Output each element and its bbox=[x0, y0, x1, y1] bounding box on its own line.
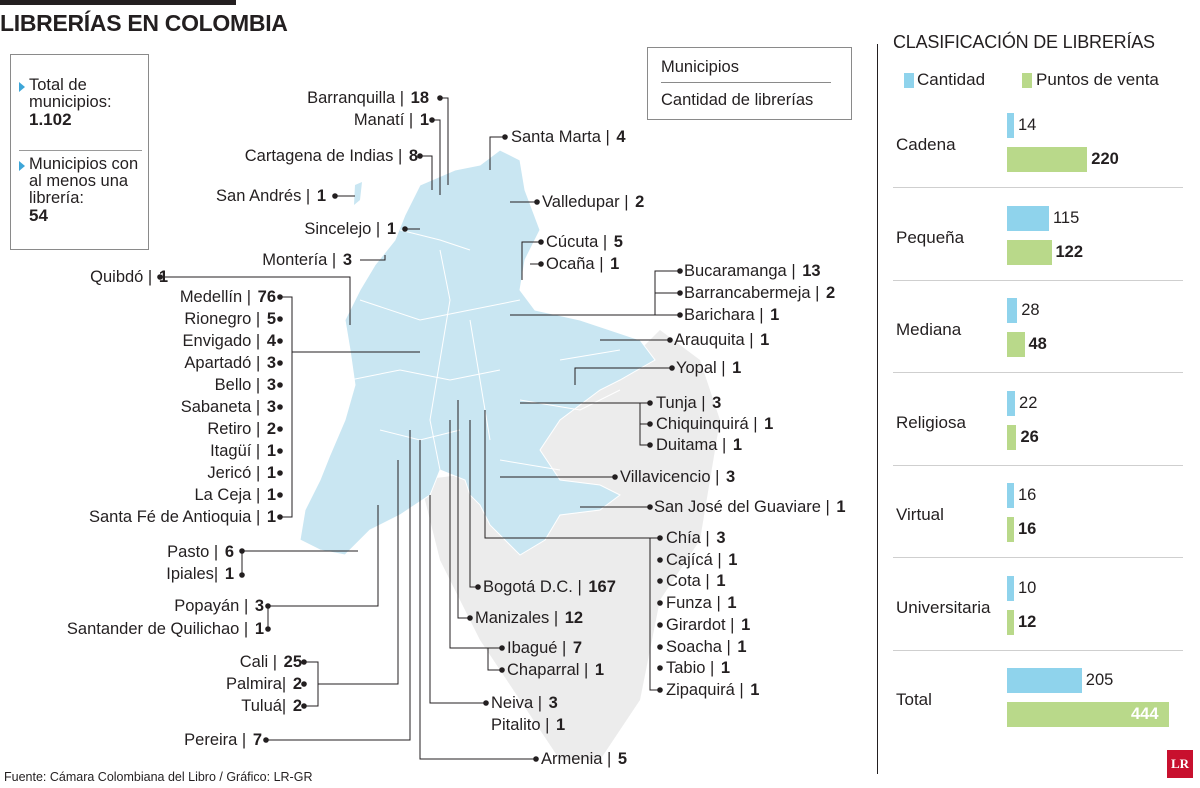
city-label bbox=[676, 359, 741, 378]
legend-label-puntos: Puntos de venta bbox=[1036, 70, 1159, 89]
bar-puntos-de-venta bbox=[1007, 332, 1025, 357]
city-count: 1 bbox=[732, 436, 743, 454]
city-count: 3 bbox=[342, 251, 352, 269]
city-label bbox=[215, 376, 276, 395]
row-divider bbox=[893, 372, 1183, 373]
leader-dot bbox=[301, 659, 307, 665]
city-label bbox=[684, 284, 835, 303]
leader-dot bbox=[647, 421, 653, 427]
city-label bbox=[666, 638, 747, 657]
city-name: Envigado | bbox=[182, 332, 265, 350]
leader-dot bbox=[277, 294, 283, 300]
city-label bbox=[654, 498, 846, 517]
city-label bbox=[542, 193, 644, 212]
city-label bbox=[491, 694, 558, 713]
city-count: 12 bbox=[564, 609, 584, 627]
city-label bbox=[656, 394, 721, 413]
leader-dot bbox=[483, 700, 489, 706]
bar-cantidad bbox=[1007, 391, 1015, 416]
leader-dot bbox=[417, 153, 423, 159]
city-name: Quibdó | bbox=[90, 268, 157, 286]
city-name: Funza | bbox=[666, 594, 726, 612]
category-label: Religiosa bbox=[896, 412, 966, 432]
city-label bbox=[241, 697, 302, 716]
city-count: 167 bbox=[588, 578, 616, 596]
city-name: Zipaquirá | bbox=[666, 681, 749, 699]
row-divider bbox=[893, 650, 1183, 651]
city-count: 7 bbox=[572, 639, 583, 657]
city-count: 2 bbox=[292, 697, 302, 715]
bar-puntos-de-venta bbox=[1007, 425, 1016, 450]
city-name: Villavicencio | bbox=[620, 468, 724, 486]
city-name: Sabaneta | bbox=[180, 398, 265, 416]
city-count: 3 bbox=[266, 398, 276, 416]
city-label bbox=[240, 653, 302, 672]
city-name: Armenia | bbox=[541, 750, 616, 768]
leader-dot bbox=[467, 615, 473, 621]
lr-logo: LR bbox=[1167, 750, 1193, 778]
bar-puntos-de-venta bbox=[1007, 610, 1014, 635]
city-name: Cartagena de Indias | bbox=[244, 147, 407, 165]
bar-puntos-de-venta bbox=[1007, 147, 1087, 172]
total-municipalities-value: 1.102 bbox=[29, 110, 72, 129]
leader-dot bbox=[429, 117, 435, 123]
bar-puntos-de-venta bbox=[1007, 517, 1014, 542]
city-count: 4 bbox=[266, 332, 276, 350]
map-legend-municipios: Municipios bbox=[661, 58, 739, 76]
city-label bbox=[666, 659, 730, 678]
leader-dot bbox=[538, 261, 544, 267]
city-label bbox=[194, 486, 276, 505]
city-label bbox=[216, 187, 326, 206]
city-name: Bello | bbox=[214, 376, 265, 394]
leader-dot bbox=[657, 600, 663, 606]
panel-divider bbox=[877, 44, 878, 774]
city-name: Neiva | bbox=[491, 694, 547, 712]
city-name: Chiquinquirá | bbox=[656, 415, 763, 433]
city-name: Cúcuta | bbox=[546, 233, 612, 251]
city-name: Cali | bbox=[239, 653, 282, 671]
leader-dot bbox=[502, 134, 508, 140]
bar-value-label: 10 bbox=[1018, 578, 1037, 597]
city-name: Retiro | bbox=[207, 420, 265, 438]
city-label bbox=[89, 508, 276, 527]
city-name: Chía | bbox=[666, 529, 715, 547]
row-divider bbox=[893, 280, 1183, 281]
bar-value-label: 12 bbox=[1018, 612, 1037, 631]
city-count: 1 bbox=[720, 659, 731, 677]
leader-dot bbox=[301, 681, 307, 687]
city-name: Medellín | bbox=[179, 288, 256, 306]
bar-value-label: 115 bbox=[1052, 208, 1080, 227]
city-label bbox=[656, 415, 773, 434]
municipalities-with-bookstore-value: 54 bbox=[29, 206, 48, 225]
leader-dot bbox=[499, 645, 505, 651]
bar-value-label: 22 bbox=[1019, 393, 1038, 412]
city-name: Barranquilla | bbox=[307, 89, 409, 107]
city-name: Santa Fé de Antioquia | bbox=[88, 508, 265, 526]
city-name: Jericó | bbox=[207, 464, 265, 482]
city-count: 2 bbox=[266, 420, 276, 438]
city-name: Chaparral | bbox=[507, 661, 593, 679]
city-name: Girardot | bbox=[666, 616, 740, 634]
leader-dot bbox=[402, 226, 408, 232]
city-label bbox=[183, 332, 276, 351]
leader-dot bbox=[657, 644, 663, 650]
city-name: Barichara | bbox=[684, 306, 769, 324]
city-count: 3 bbox=[266, 354, 276, 372]
leader-dot bbox=[301, 703, 307, 709]
city-name: Valledupar | bbox=[542, 193, 634, 211]
leader-dot bbox=[277, 470, 283, 476]
leader-dot bbox=[277, 514, 283, 520]
city-count: 18 bbox=[410, 89, 429, 107]
city-label bbox=[307, 89, 429, 108]
city-count: 6 bbox=[224, 543, 234, 561]
city-count: 4 bbox=[616, 128, 626, 146]
city-name: Cota | bbox=[666, 572, 715, 590]
city-name: Rionegro | bbox=[184, 310, 265, 328]
city-count: 1 bbox=[386, 220, 396, 238]
leader-dot bbox=[265, 626, 271, 632]
leader-dot bbox=[657, 578, 663, 584]
row-divider bbox=[893, 557, 1183, 558]
city-label bbox=[184, 354, 276, 373]
city-count: 1 bbox=[594, 661, 605, 679]
city-label bbox=[174, 597, 264, 616]
city-label bbox=[262, 251, 352, 270]
source-note: Fuente: Cámara Colombiana del Libro / Gráfico: LR-GR bbox=[4, 770, 313, 784]
bar-value-label: 26 bbox=[1020, 427, 1039, 446]
city-name: Duitama | bbox=[656, 436, 731, 454]
city-count: 3 bbox=[266, 376, 276, 394]
bar-cantidad bbox=[1007, 668, 1082, 693]
category-label: Total bbox=[896, 690, 932, 709]
city-count: 1 bbox=[266, 486, 276, 504]
city-label bbox=[656, 436, 742, 455]
city-name: Yopal | bbox=[676, 359, 731, 377]
city-label bbox=[684, 306, 779, 325]
bar-cantidad bbox=[1007, 206, 1049, 231]
city-count: 2 bbox=[826, 284, 836, 302]
city-name: Sincelejo | bbox=[304, 220, 385, 238]
city-name: Tunja | bbox=[656, 394, 711, 412]
leader-dot bbox=[533, 756, 539, 762]
city-label bbox=[354, 111, 429, 130]
city-count: 76 bbox=[257, 288, 276, 306]
city-label bbox=[666, 551, 737, 570]
city-count: 3 bbox=[725, 468, 736, 486]
city-name: Manatí | bbox=[353, 111, 418, 129]
city-count: 1 bbox=[770, 306, 780, 324]
city-count: 2 bbox=[292, 675, 302, 693]
leader-dot bbox=[657, 622, 663, 628]
legend-swatch-puntos bbox=[1022, 73, 1032, 88]
leader-line bbox=[440, 98, 448, 185]
city-count: 8 bbox=[408, 147, 418, 165]
city-name: Soacha | bbox=[666, 638, 736, 656]
leader-dot bbox=[332, 193, 338, 199]
city-count: 1 bbox=[750, 681, 760, 699]
city-count: 5 bbox=[613, 233, 623, 251]
city-count: 1 bbox=[254, 620, 264, 638]
city-count: 1 bbox=[224, 565, 234, 583]
city-name: Ocaña | bbox=[546, 255, 609, 273]
city-count: 1 bbox=[555, 716, 566, 734]
row-divider bbox=[893, 465, 1183, 466]
city-label bbox=[207, 464, 276, 483]
city-label bbox=[511, 128, 626, 147]
leader-dot bbox=[534, 199, 540, 205]
city-label bbox=[304, 220, 396, 239]
city-label bbox=[207, 420, 276, 439]
leader-dot bbox=[277, 338, 283, 344]
bar-cantidad bbox=[1007, 576, 1014, 601]
leader-dot bbox=[667, 337, 673, 343]
city-name: Ibagué | bbox=[507, 639, 571, 657]
leader-dot bbox=[657, 665, 663, 671]
city-label bbox=[620, 468, 735, 487]
bar-value-label: 16 bbox=[1018, 520, 1037, 538]
city-name: Pasto | bbox=[167, 543, 223, 561]
leader-dot bbox=[277, 360, 283, 366]
city-label bbox=[546, 255, 619, 274]
city-count: 1 bbox=[316, 187, 326, 205]
city-label bbox=[90, 268, 168, 287]
city-label bbox=[245, 147, 418, 166]
city-count: 25 bbox=[283, 653, 302, 671]
bar-value-label: 122 bbox=[1055, 242, 1084, 261]
city-label bbox=[166, 565, 234, 584]
city-name: Cajícá | bbox=[666, 551, 727, 569]
leader-dot bbox=[499, 667, 505, 673]
city-count: 1 bbox=[266, 442, 276, 460]
city-name: Santa Marta | bbox=[511, 128, 615, 146]
city-label bbox=[491, 716, 565, 735]
leader-dot bbox=[657, 535, 663, 541]
city-count: 1 bbox=[419, 111, 429, 129]
city-count: 1 bbox=[836, 498, 846, 516]
city-count: 1 bbox=[737, 638, 747, 656]
city-label bbox=[184, 310, 276, 329]
city-name: Barrancabermeja | bbox=[684, 284, 825, 302]
category-label: Mediana bbox=[896, 320, 962, 339]
leader-dot bbox=[437, 95, 443, 101]
city-label bbox=[684, 262, 821, 281]
bar-cantidad bbox=[1007, 113, 1014, 138]
city-label bbox=[666, 616, 750, 635]
bar-value-label: 16 bbox=[1018, 486, 1037, 504]
city-label bbox=[167, 543, 234, 562]
city-name: Arauquita | bbox=[674, 331, 759, 349]
leader-dot bbox=[647, 504, 653, 510]
bar-value-label: 14 bbox=[1018, 116, 1037, 134]
city-label bbox=[541, 750, 627, 769]
leader-dot bbox=[239, 548, 245, 554]
chart-title: CLASIFICACIÓN DE LIBRERÍAS bbox=[893, 32, 1155, 52]
bar-value-label: 220 bbox=[1091, 150, 1119, 168]
city-name: Pitalito | bbox=[491, 716, 554, 734]
city-count: 7 bbox=[252, 731, 262, 749]
city-name: Ipiales| bbox=[166, 565, 223, 583]
leader-dot bbox=[277, 382, 283, 388]
city-count: 1 bbox=[266, 508, 276, 526]
leader-dot bbox=[677, 290, 683, 296]
city-name: Tabio | bbox=[666, 659, 719, 677]
city-label bbox=[666, 529, 726, 548]
bar-value-label: 28 bbox=[1021, 301, 1040, 319]
category-label: Virtual bbox=[896, 505, 944, 524]
city-count: 3 bbox=[712, 394, 722, 412]
total-municipalities-label: Total de municipios: bbox=[29, 76, 112, 111]
city-count: 13 bbox=[802, 262, 821, 280]
city-name: Popayán | bbox=[174, 597, 253, 615]
city-name: Apartadó | bbox=[184, 354, 265, 372]
city-label bbox=[483, 578, 616, 597]
city-label bbox=[507, 639, 582, 658]
city-label bbox=[666, 681, 759, 700]
leader-dot bbox=[647, 442, 653, 448]
city-label bbox=[666, 594, 737, 613]
city-label bbox=[546, 233, 623, 252]
leader-dot bbox=[277, 492, 283, 498]
city-count: 1 bbox=[266, 464, 276, 482]
city-count: 3 bbox=[254, 597, 264, 615]
legend-label-cantidad: Cantidad bbox=[917, 70, 986, 89]
city-label bbox=[180, 288, 276, 307]
city-count: 1 bbox=[716, 572, 726, 590]
city-label bbox=[181, 398, 276, 417]
city-count: 3 bbox=[548, 694, 558, 712]
category-label: Universitaria bbox=[896, 597, 991, 617]
leader-dot bbox=[265, 603, 271, 609]
city-label bbox=[184, 731, 262, 750]
leader-dot bbox=[669, 365, 675, 371]
row-divider bbox=[893, 187, 1183, 188]
city-count: 3 bbox=[716, 529, 726, 547]
city-label bbox=[67, 620, 264, 639]
city-label bbox=[226, 675, 302, 694]
city-label bbox=[210, 442, 276, 461]
legend-swatch-cantidad bbox=[904, 73, 914, 88]
leader-dot bbox=[657, 557, 663, 563]
city-count: 5 bbox=[617, 750, 628, 768]
leader-dot bbox=[612, 474, 618, 480]
map-legend-cantidad: Cantidad de librerías bbox=[661, 91, 814, 109]
city-count: 1 bbox=[732, 359, 742, 377]
city-name: Montería | bbox=[262, 251, 341, 269]
city-label bbox=[666, 572, 726, 591]
city-name: Tuluá| bbox=[241, 697, 291, 715]
municipalities-with-bookstore-label: Municipios con al menos una librería: bbox=[29, 155, 139, 207]
leader-dot bbox=[647, 400, 653, 406]
leader-dot bbox=[239, 572, 245, 578]
category-label: Pequeña bbox=[896, 227, 965, 247]
city-count: 5 bbox=[266, 310, 276, 328]
city-label bbox=[475, 609, 583, 628]
city-count: 1 bbox=[610, 255, 620, 273]
city-name: La Ceja | bbox=[194, 486, 265, 504]
bar-cantidad bbox=[1007, 298, 1017, 323]
city-name: Manizales | bbox=[475, 609, 563, 627]
leader-dot bbox=[677, 312, 683, 318]
bar-value-label: 205 bbox=[1085, 671, 1114, 689]
bar-value-label: 444 bbox=[1131, 705, 1159, 723]
san-andres-island-shape bbox=[354, 182, 362, 205]
city-name: Pereira | bbox=[184, 731, 251, 749]
city-count: 2 bbox=[635, 193, 645, 211]
city-name: San José del Guaviare | bbox=[654, 498, 835, 516]
city-label bbox=[674, 331, 769, 350]
bar-puntos-de-venta bbox=[1007, 240, 1052, 265]
city-label bbox=[507, 661, 604, 680]
leader-dot bbox=[277, 316, 283, 322]
leader-dot bbox=[263, 737, 269, 743]
city-count: 1 bbox=[760, 331, 770, 349]
city-count: 1 bbox=[764, 415, 774, 433]
bar-cantidad bbox=[1007, 483, 1014, 508]
city-name: Bucaramanga | bbox=[684, 262, 801, 280]
leader-dot bbox=[657, 687, 663, 693]
city-count: 1 bbox=[158, 268, 168, 286]
bar-value-label: 48 bbox=[1028, 335, 1047, 353]
category-label: Cadena bbox=[896, 135, 956, 154]
city-count: 1 bbox=[727, 594, 737, 612]
leader-dot bbox=[277, 426, 283, 432]
city-name: Itagüí | bbox=[210, 442, 265, 460]
leader-dot bbox=[538, 239, 544, 245]
leader-dot bbox=[277, 448, 283, 454]
leader-dot bbox=[677, 268, 683, 274]
leader-dot bbox=[475, 584, 481, 590]
leader-dot bbox=[277, 404, 283, 410]
city-name: Bogotá D.C. | bbox=[483, 578, 587, 596]
main-title: LIBRERÍAS EN COLOMBIA bbox=[0, 10, 288, 36]
city-name: San Andrés | bbox=[216, 187, 315, 205]
city-count: 1 bbox=[741, 616, 751, 634]
city-name: Santander de Quilichao | bbox=[66, 620, 253, 638]
city-count: 1 bbox=[728, 551, 738, 569]
city-name: Palmira| bbox=[226, 675, 291, 693]
